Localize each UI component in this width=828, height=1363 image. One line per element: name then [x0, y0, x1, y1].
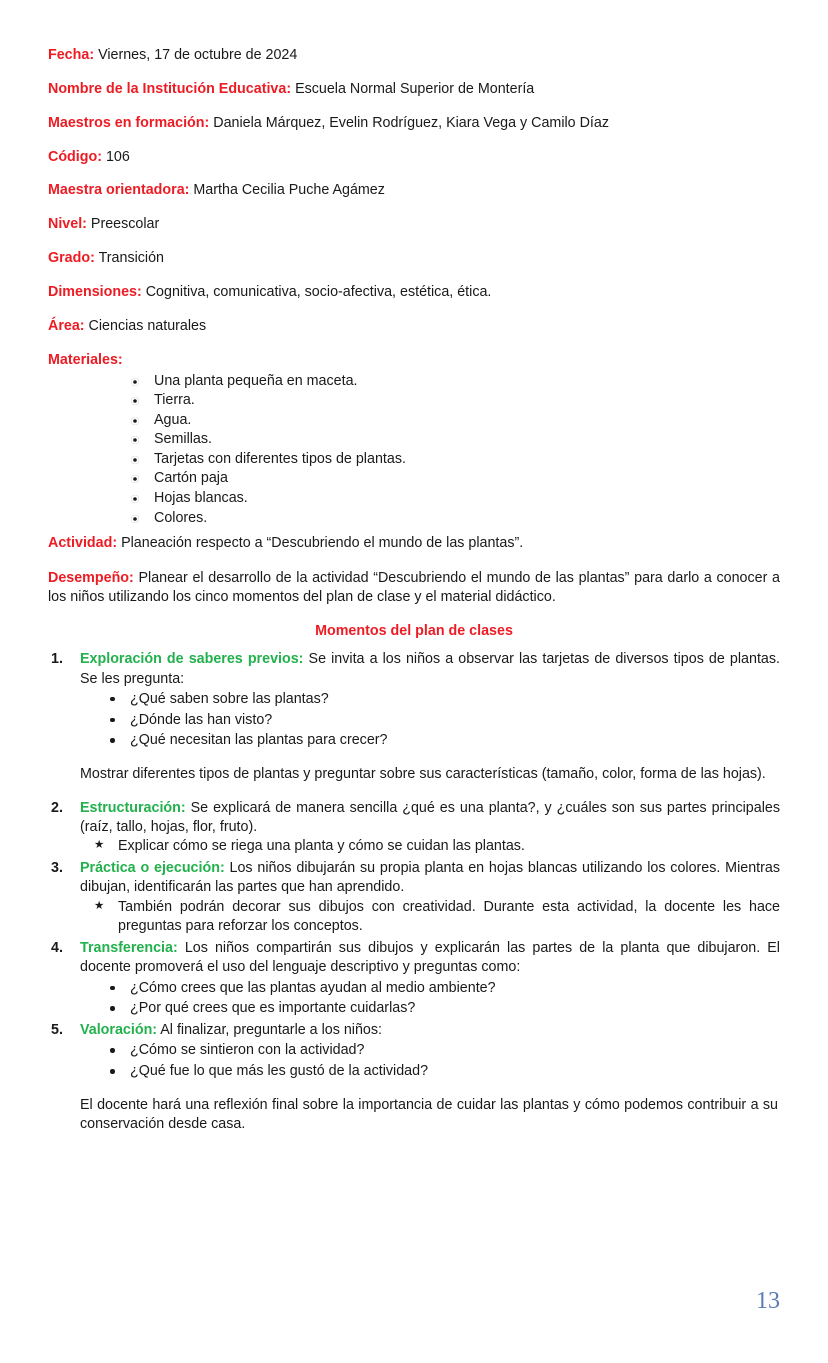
section-heading: Momentos del plan de clases — [315, 623, 513, 640]
list-item: Hojas blancas. — [130, 489, 780, 509]
moments-list — [48, 650, 780, 1082]
moment-text: Los niños compartirán sus dibujos y explicarán las partes de la planta que dibujaron. El docente promoverá el uso del lenguaje descriptivo y preguntas como: — [80, 939, 780, 976]
meta-row-maestra-orientadora — [48, 181, 780, 200]
list-item: Tierra. — [130, 391, 780, 411]
moment-item-5 — [48, 1021, 780, 1082]
moment-text: Se explicará de manera sencilla ¿qué es una planta?, y ¿cuáles son sus partes principales (raíz, tallo, hojas, flor, fruto). — [80, 799, 780, 836]
meta-value: Escuela Normal Superior de Montería — [291, 80, 535, 97]
meta-value: Planear el desarrollo de la actividad “Descubriendo el mundo de las plantas” para darlo a conocer a los niños utilizando los cinco momentos del plan de clase y el material didáctico. — [48, 569, 780, 605]
list-item: ★ Explicar cómo se riega una planta y cómo se cuidan las plantas. — [88, 837, 780, 856]
meta-value: Planeación respecto a “Descubriendo el mundo de las plantas”. — [117, 535, 524, 552]
list-item: ¿Qué necesitan las plantas para crecer? — [104, 730, 780, 751]
meta-row-codigo — [48, 148, 780, 167]
meta-value: Ciencias naturales — [84, 317, 207, 334]
meta-label: Materiales: — [48, 351, 123, 368]
moment-title: Estructuración: — [80, 799, 186, 816]
meta-label: Nivel: — [48, 216, 87, 233]
meta-row-fecha — [48, 46, 780, 65]
meta-row-nivel — [48, 215, 780, 234]
meta-label: Nombre de la Institución Educativa: — [48, 80, 292, 97]
meta-label: Actividad: — [48, 535, 118, 552]
meta-row-materiales — [48, 351, 780, 370]
list-item: ¿Qué fue lo que más les gustó de la actividad? — [104, 1061, 780, 1082]
closing-paragraph: El docente hará una reflexión final sobre la importancia de cuidar las plantas y cómo podemos contribuir a su conservación desde casa. — [80, 1096, 778, 1133]
meta-row-area — [48, 317, 780, 336]
meta-label: Maestros en formación: — [48, 114, 210, 131]
moment-text: Al finalizar, preguntarle a los niños: — [157, 1021, 382, 1038]
meta-label: Código: — [48, 148, 102, 165]
meta-label: Desempeño: — [48, 569, 134, 586]
moment-item-2 — [48, 799, 780, 857]
moment-item-1 — [48, 650, 780, 751]
moment-title: Transferencia: — [80, 939, 178, 956]
meta-value: 106 — [102, 148, 130, 165]
moment-1-sub-list — [80, 689, 780, 751]
meta-row-grado — [48, 249, 780, 268]
meta-value: Preescolar — [86, 216, 160, 233]
moment-title: Práctica o ejecución: — [80, 859, 225, 876]
meta-row-institucion — [48, 80, 780, 99]
list-item: Tarjetas con diferentes tipos de plantas. — [130, 450, 780, 470]
meta-value: Daniela Márquez, Evelin Rodríguez, Kiara Vega y Camilo Díaz — [209, 114, 609, 131]
meta-label: Grado: — [48, 250, 95, 267]
moment-5-sub-list — [80, 1040, 780, 1081]
list-item: ¿Por qué crees que es importante cuidarlas? — [104, 998, 780, 1019]
meta-label: Maestra orientadora: — [48, 182, 190, 199]
meta-label: Área: — [48, 317, 85, 334]
paragraph-after-moment-1: Mostrar diferentes tipos de plantas y preguntar sobre sus características (tamaño, color, forma de las hojas). — [80, 766, 766, 783]
moment-2-sub-list — [80, 837, 780, 856]
moment-item-3 — [48, 859, 780, 937]
moment-4-sub-list — [80, 978, 780, 1019]
meta-value: Cognitiva, comunicativa, socio-afectiva, estética, ética. — [141, 284, 492, 301]
list-item: Cartón paja — [130, 469, 780, 489]
list-item: ★ También podrán decorar sus dibujos con creatividad. Durante esta actividad, la docente les hace preguntas para reforzar los conceptos. — [88, 898, 780, 937]
meta-value: Viernes, 17 de octubre de 2024 — [94, 47, 298, 63]
materials-list — [48, 372, 780, 529]
meta-row-dimensiones — [48, 283, 780, 302]
list-item: Agua. — [130, 411, 780, 431]
list-item: ¿Cómo crees que las plantas ayudan al medio ambiente? — [104, 978, 780, 999]
meta-value: Martha Cecilia Puche Agámez — [189, 182, 385, 199]
metadata-block — [48, 46, 780, 336]
meta-label: Dimensiones: — [48, 284, 142, 301]
meta-label: Fecha: — [48, 47, 95, 63]
page-number: 13 — [756, 1288, 780, 1314]
list-item: ¿Qué saben sobre las plantas? — [104, 689, 780, 710]
list-item: Colores. — [130, 509, 780, 529]
list-item: ¿Dónde las han visto? — [104, 710, 780, 731]
actividad-paragraph — [48, 534, 780, 553]
moment-item-4 — [48, 939, 780, 1019]
meta-value: Transición — [94, 250, 165, 267]
desempeno-paragraph — [48, 569, 780, 608]
moment-title: Exploración de saberes previos: — [80, 651, 304, 668]
list-item: Una planta pequeña en maceta. — [130, 372, 780, 392]
moment-title: Valoración: — [80, 1021, 158, 1038]
meta-row-maestros — [48, 114, 780, 133]
moment-text: Los niños dibujarán su propia planta en hojas blancas utilizando los colores. Mientras dibujan, identificarán las partes que han aprendido. — [80, 859, 780, 896]
moment-3-sub-list — [80, 898, 780, 937]
list-item: ¿Cómo se sintieron con la actividad? — [104, 1040, 780, 1061]
moment-text: Se invita a los niños a observar las tarjetas de diversos tipos de plantas. Se les pregunta: — [80, 651, 780, 687]
list-item: Semillas. — [130, 430, 780, 450]
